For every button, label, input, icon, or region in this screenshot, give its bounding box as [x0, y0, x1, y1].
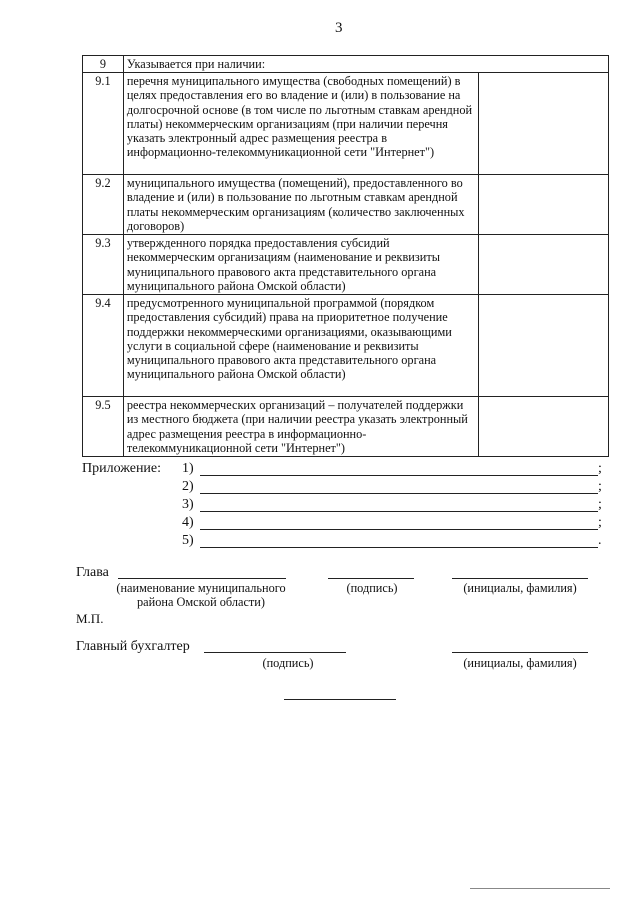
appendix-item-number: 5) — [182, 533, 194, 548]
appendix-label: Приложение: — [82, 461, 162, 476]
accountant-initials-line — [452, 652, 588, 653]
head-initials-line — [452, 578, 588, 579]
row-number: 9.4 — [83, 295, 124, 397]
row-value-cell — [479, 295, 609, 397]
separator-line — [284, 699, 396, 700]
appendix-item-line — [200, 475, 598, 476]
table-row — [83, 73, 609, 175]
row-text: Указывается при наличии: — [123, 56, 608, 73]
table-row — [83, 397, 609, 457]
row-text: реестра некоммерческих организаций – получателей поддержки из местного бюджета (при наличии реестра указать электронный адрес размещения реестра в информационно-телекоммуникационной сети "Интернет") — [123, 397, 478, 457]
row-text: утвержденного порядка предоставления субсидий некоммерческим организациям (наименование и реквизиты муниципального правового акта представительного органа муниципального района Омской области) — [123, 235, 478, 295]
row-number: 9 — [83, 56, 124, 73]
accountant-signature-line — [204, 652, 346, 653]
appendix-item-end: ; — [598, 461, 602, 476]
appendix-item-line — [200, 493, 598, 494]
head-signature-caption: (подпись) — [346, 581, 398, 595]
head-initials-caption: (инициалы, фамилия) — [463, 581, 577, 595]
appendix-item-line — [200, 547, 598, 548]
row-value-cell — [479, 73, 609, 175]
info-table — [82, 55, 609, 457]
head-name-line — [118, 578, 286, 579]
appendix-item-number: 4) — [182, 515, 194, 530]
accountant-label: Главный бухгалтер — [76, 639, 190, 654]
row-value-cell — [479, 397, 609, 457]
row-text: муниципального имущества (помещений), предоставленного во владение и (или) в пользование по льготным ставкам арендной платы некоммерческим организациям (количество заключенных договоров) — [123, 175, 478, 235]
row-text: перечня муниципального имущества (свободных помещений) в целях предоставления его во владение и (или) в пользование на долгосрочной основе (в том числе по льготным ставкам арендной платы) некоммерческим организациям (при наличии перечня указать электронный адрес размещения реестра в информационно-телекоммуникационной сети "Интернет") — [123, 73, 478, 175]
row-number: 9.2 — [83, 175, 124, 235]
page-number: 3 — [335, 20, 343, 36]
appendix-item-end: ; — [598, 497, 602, 512]
row-value-cell — [479, 175, 609, 235]
appendix-item-line — [200, 511, 598, 512]
head-label: Глава — [76, 565, 109, 580]
row-value-cell — [479, 235, 609, 295]
footer-line — [470, 888, 610, 889]
appendix-item-number: 3) — [182, 497, 194, 512]
table-row — [83, 235, 609, 295]
row-text: предусмотренного муниципальной программой (порядком предоставления субсидий) права на приоритетное получение поддержки некоммерческими организациями, оказывающими услуги в социальной сфере (наименование и реквизиты муниципального правового акта представительного органа муниципального района Омской области) — [123, 295, 478, 397]
head-signature-line — [328, 578, 414, 579]
appendix-item-end: . — [598, 533, 602, 548]
appendix-item-number: 1) — [182, 461, 194, 476]
accountant-signature-caption: (подпись) — [262, 656, 314, 670]
stamp-label: М.П. — [76, 611, 104, 626]
row-number: 9.1 — [83, 73, 124, 175]
appendix-item-line — [200, 529, 598, 530]
appendix-item-number: 2) — [182, 479, 194, 494]
row-number: 9.3 — [83, 235, 124, 295]
table-row — [83, 175, 609, 235]
table-row — [83, 56, 609, 73]
accountant-initials-caption: (инициалы, фамилия) — [463, 656, 577, 670]
table-row — [83, 295, 609, 397]
head-name-caption: (наименование муниципального района Омской области) — [116, 581, 286, 609]
appendix-item-end: ; — [598, 515, 602, 530]
row-number: 9.5 — [83, 397, 124, 457]
appendix-item-end: ; — [598, 479, 602, 494]
